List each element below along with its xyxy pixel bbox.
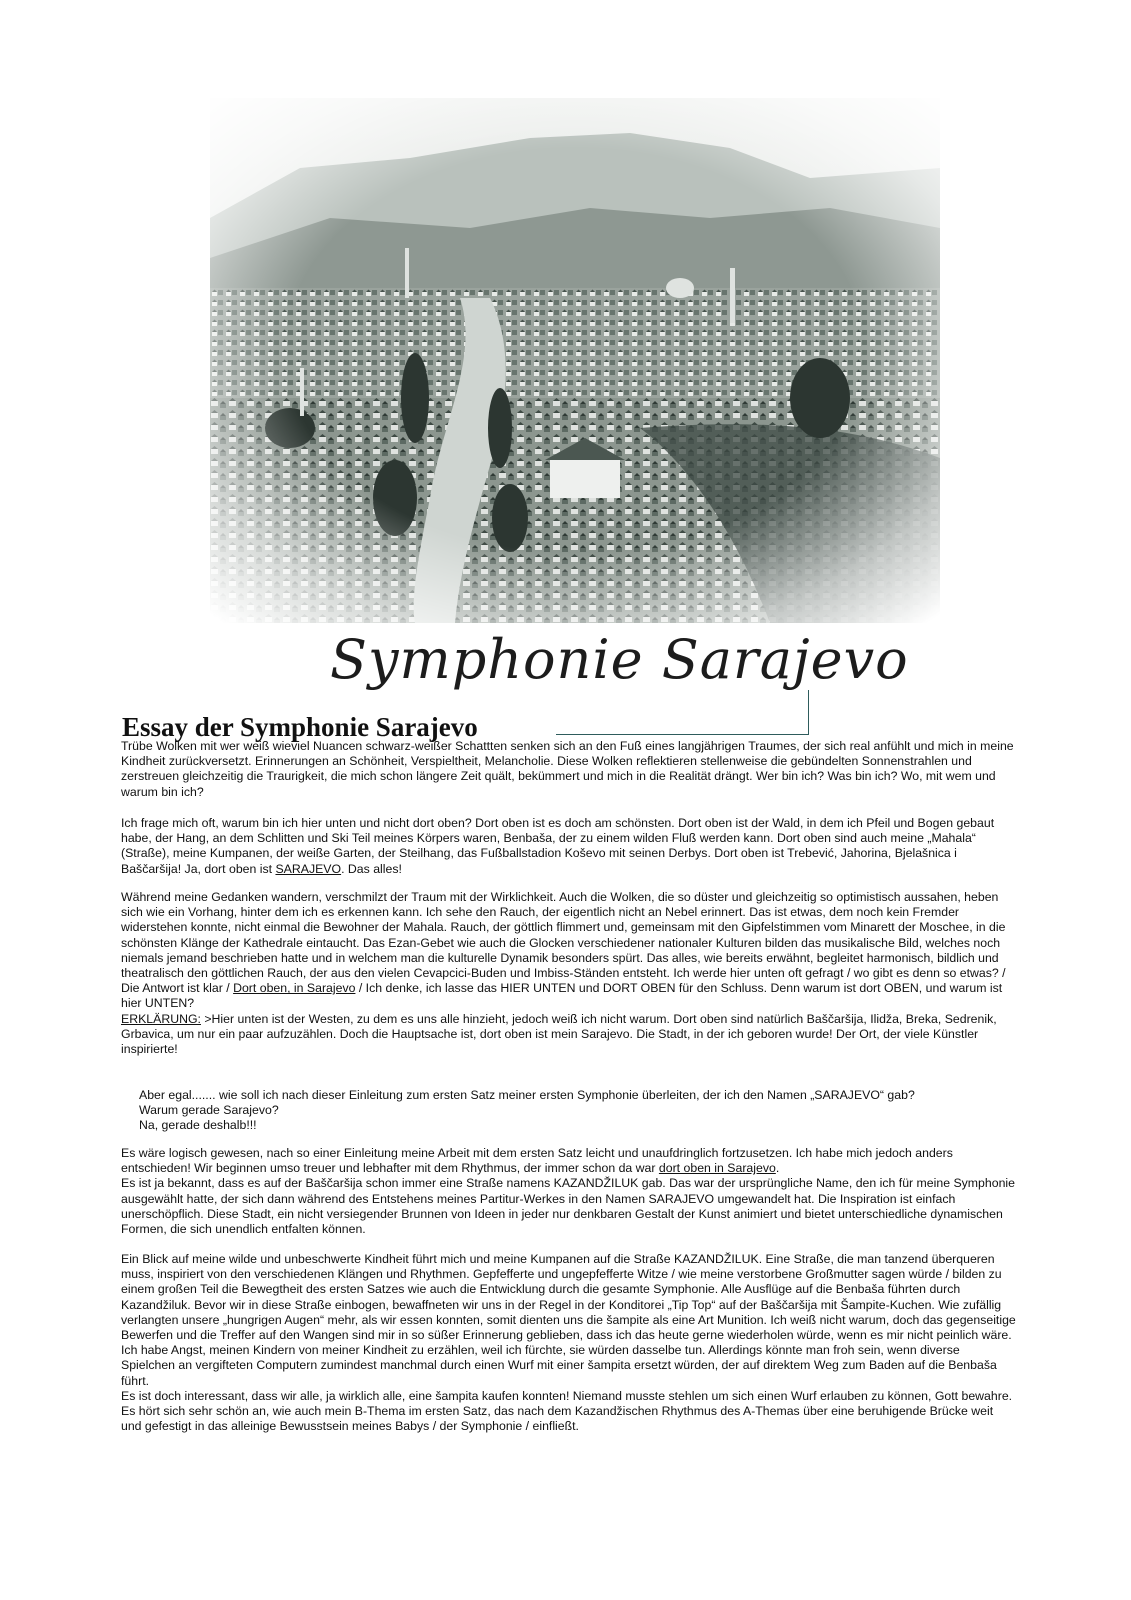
paragraph-text-mid: / Ich denke, ich lasse das HIER UNTEN und DORT OBEN für den Schluss. Denn warum ist dort OBEN, und warum ist hier UNTEN? (121, 981, 1003, 1011)
essay-title: Essay der Symphonie Sarajevo (122, 712, 478, 742)
erklaerung-label: ERKLÄRUNG: (121, 1011, 201, 1026)
paragraph-text-second: Es ist ja bekannt, dass es auf der Baščaršija schon immer eine Straße namens KAZANDŽILUK gab. Das war der ursprüngliche Name, den ich für meine Symphonie ausgewählt hatte, der sich dann während des Entstehens meines Partitur-Werkes in den Namen SARAJEVO umgewandelt hat. Die Inspiration ist einfach unerschöpflich. Diese Stadt, ein nicht versiegender Brunnen von Ideen in jeder nur denkbaren Gestalt der Kunst animiert und bietet unterschiedliche dynamischen Formen, die sich unendlich entfalten können. (121, 1176, 1015, 1237)
dort-oben-in-sarajevo-underlined: dort oben in Sarajevo (658, 1161, 776, 1176)
paragraph-text (121, 890, 1016, 1057)
paragraph-text-end: >Hier unten ist der Westen, zu dem es uns alle hinzieht, jedoch weiß ich nicht warum. Dort oben sind natürlich Baščaršija, Ilidža, Breka, Sedrenik, Grbavica, um nur ein paar aufzuzählen. Doch die Hauptsache ist, dort oben ist mein Sarajevo. Die Stadt, in der ich geboren wurde! Der Ort, der viele Künstler inspirierte! (121, 1011, 997, 1057)
paragraph-5 (121, 1252, 1016, 1434)
dort-oben-underlined: Dort oben, in Sarajevo (233, 981, 356, 996)
paragraph-text: Ein Blick auf meine wilde und unbeschwerte Kindheit führt mich und meine Kumpanen auf die Straße KAZANDŽILUK. Eine Straße, die man tanzend überqueren muss, inspiriert von den verschiedenen Klängen und Rhythmen. Gepfefferte und ungepfefferte Witze / wie meine verstorbene Großmutter sagen würde / bilden zu einem großen Teil die Bewegtheit des ersten Satzes wie auch die Entwicklung durch die gesamte Symphonie. Alle Ausflüge auf die Benbaša führten durch Kazandžiluk. Bevor wir in diese Straße einbogen, bewaffneten wir uns in der Regel in der Konditorei „Tip Top“ auf der Baščaršija mit Šampite-Kuchen. Wie zufällig verlangten unsere „hungrigen Augen“ mehr, als wir essen konnten, somit dienten uns die šampite als eine Art Munition. Ich weiß nicht warum, doch das gegenseitige Bewerfen und die Treffer auf den Wangen sind mir in so süßer Erinnerung geblieben, dass ich das heute gerne wiederholen würde, wenn es mir nicht peinlich wäre. Ich habe Angst, meinen Kindern von meiner Kindheit zu erzählen, weil ich fürchte, sie würden dasselbe tun. Allerdings könnte man froh sein, wenn diverse Spielchen an vergifteten Computern zumindest manchmal durch einen Wurf mit einer šampita ersetzt würden, der auf direktem Weg zum Baden auf die Benbaša führt. (121, 1252, 1016, 1388)
paragraph-4 (121, 1146, 1016, 1237)
paragraph-text (121, 1146, 1016, 1176)
paragraph-text-start: Es wäre logisch gewesen, nach so einer Einleitung meine Arbeit mit dem ersten Satz leicht und unaufdringlich fortzusetzen. Ich habe mich jedoch anders entschieden! Wir beginnen umso treuer und lebhafter mit dem Rhythmus, der immer schon da war (121, 1146, 953, 1176)
paragraph-text-end: . (775, 1161, 780, 1176)
paragraph-text-end: . Das alles! (341, 861, 402, 876)
sarajevo-underlined: SARAJEVO (275, 861, 342, 876)
indented-line-1: Aber egal....... wie soll ich nach dieser Einleitung zum ersten Satz meiner ersten Symphonie überleiten, der ich den Namen „SARAJEVO“ gab? (139, 1088, 915, 1102)
indented-line-3: Na, gerade deshalb!!! (139, 1118, 257, 1133)
decorative-bracket-line (556, 690, 809, 735)
paragraph-text (121, 816, 1016, 877)
script-title: Symphonie Sarajevo (330, 628, 909, 691)
sarajevo-panorama-photo (210, 98, 940, 623)
paragraph-1 (121, 739, 1016, 800)
indented-line-2: Warum gerade Sarajevo? (139, 1103, 279, 1118)
paragraph-text: Trübe Wolken mit wer weiß wieviel Nuancen schwarz-weißer Schattten senken sich an den Fuß eines langjährigen Traumes, der sich real anfühlt und mich in meine Kindheit zurückversetzt. Erinnerungen an Schönheit, Verspieltheit, Melancholie. Diese Wolken reflektieren stellenweise die gebündelten Sonnenstrahlen und zerstreuen gleichzeitig die Traurigkeit, die mich schon längere Zeit quält, bekümmert und mich in die Realität drängt. Wer bin ich? Was bin ich? Wo, mit wem und warum bin ich? (121, 739, 1014, 799)
panorama-illustration (210, 98, 940, 623)
paragraph-6-text: Es ist doch interessant, dass wir alle, ja wirklich alle, eine šampita kaufen konnten! Niemand musste stehlen um sich einen Wurf erlauben zu können, Gott bewahre. Es hört sich sehr schön an, wie auch mein B-Thema im ersten Satz, das nach dem Kazandžischen Rhythmus des A-Themas über eine beruhigende Brücke weit und gefestigt in das alleinige Bewusstsein meines Babys / der Symphonie / einfließt. (121, 1388, 1013, 1434)
paragraph-3 (121, 890, 1016, 1057)
indented-block (139, 1088, 1019, 1134)
paragraph-text-start: Während meine Gedanken wandern, verschmilzt der Traum mit der Wirklichkeit. Auch die Wolken, die so düster und gleichzeitig so optimistisch aussahen, heben sich wie ein Vorhang, hinter dem ich es erkennen kann. Ich sehe den Rauch, der eigentlich nicht an Nebel erinnert. Das ist etwas, dem noch kein Fremder widerstehen konnte, nicht einmal die Bewohner der Mahala. Rauch, der göttlich flimmert und, gemeinsam mit den Gipfelstimmen vom Minarett der Moschee, in die schönsten Klänge der Kathedrale eintaucht. Das Ezan-Gebet wie auch die Glocken verschiedener nationaler Kulturen bilden das musikalische Bild, welches noch niemals jemand beschrieben hatte und in welchem man die kulturelle Dynamik besonders spürt. Das alles, wie bereits erwähnt, begleitet harmonisch, bildlich und theatralisch den göttlichen Rauch, der aus den vielen Cevapcici-Buden und Imbiss-Ständen entsteht. Ich werde hier unten oft gefragt / wo gibt es denn so etwas? / Die Antwort ist klar / (121, 890, 1006, 996)
paragraph-text-start: Ich frage mich oft, warum bin ich hier unten und nicht dort oben? Dort oben ist es doch am schönsten. Dort oben ist der Wald, in dem ich Pfeil und Bogen gebaut habe, der Hang, an dem Schlitten und Ski Teil meines Körpers waren, Benbaša, der zu einem wilden Fluß werden kann. Dort oben sind auch meine „Mahala“ (Straße), meine Kumpanen, der weiße Garten, der Steilhang, das Fußballstadion Koševo mit seinen Derbys. Dort oben ist Trebević, Jahorina, Bjelašnica i Baščaršija! Ja, dort oben ist (121, 816, 995, 876)
paragraph-2 (121, 816, 1016, 877)
